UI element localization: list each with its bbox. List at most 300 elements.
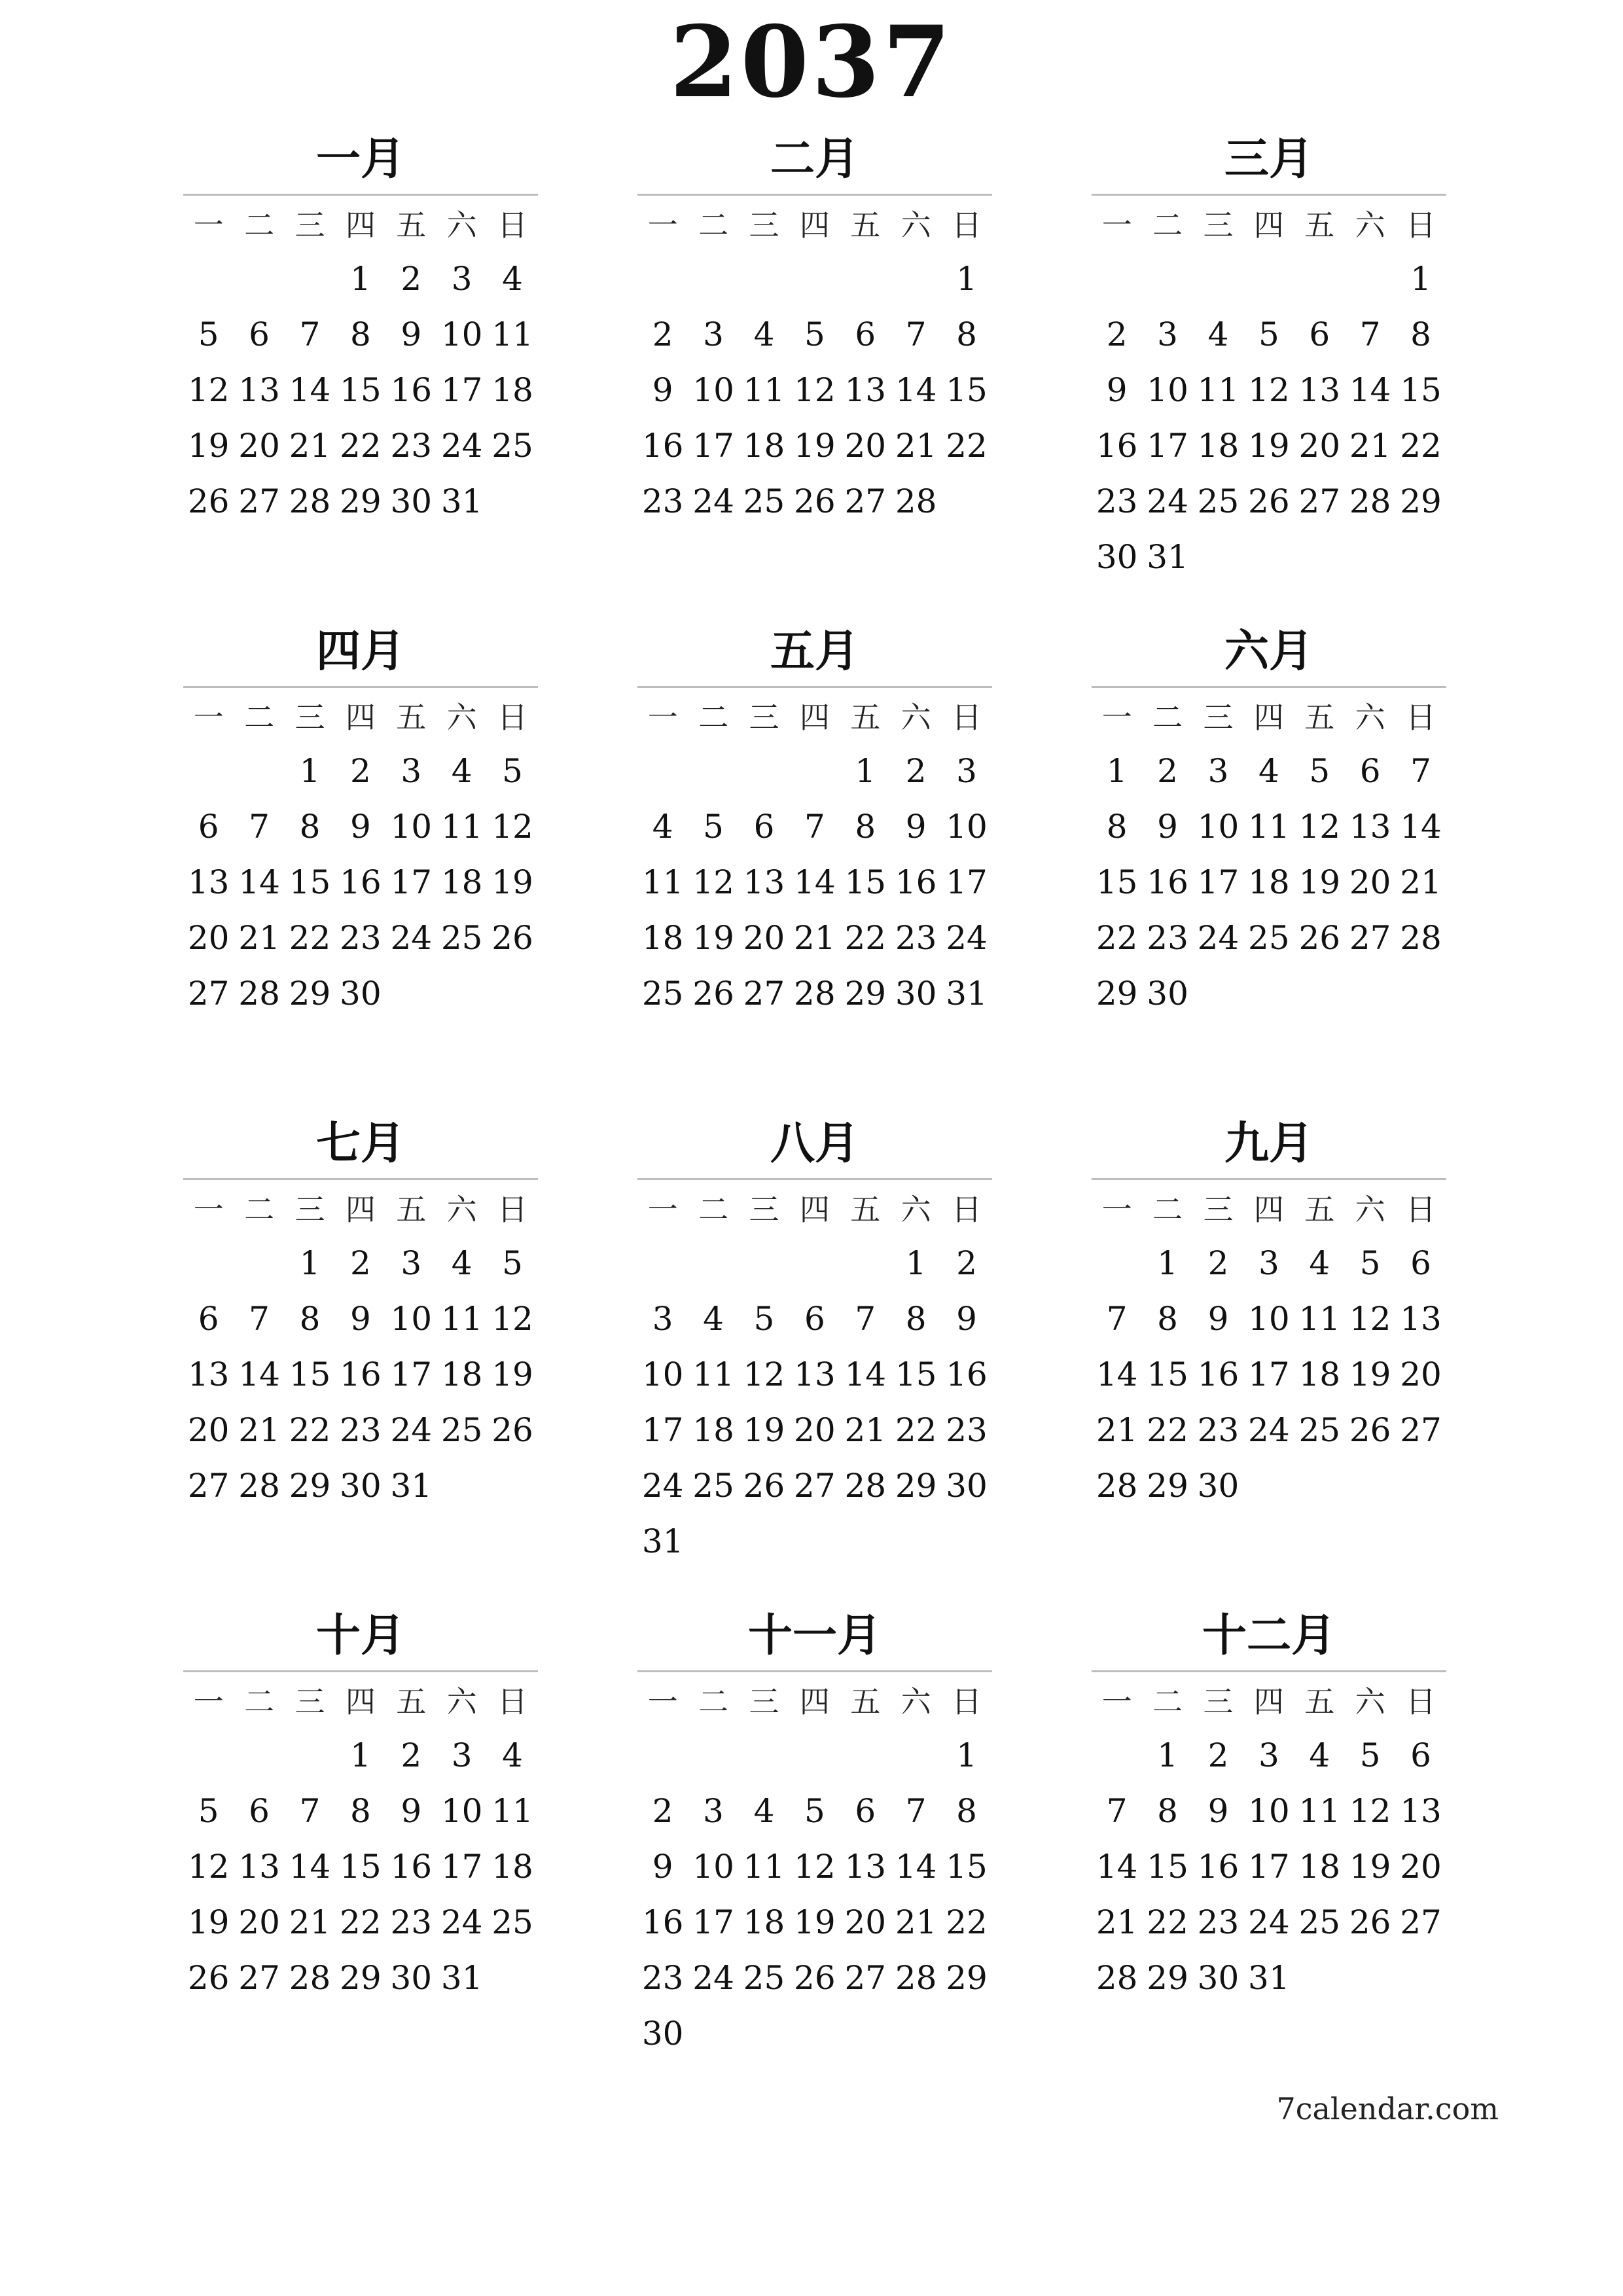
- day-cell: 12: [794, 370, 836, 409]
- month-block: [637, 1110, 992, 1602]
- week-row: [1092, 1291, 1446, 1346]
- weekday-label: 三: [1203, 1192, 1234, 1227]
- day-cell: 25: [440, 1410, 483, 1449]
- weekday-label: 二: [1152, 1684, 1183, 1719]
- day-cell: [1395, 1950, 1446, 2005]
- day-cell: [487, 473, 537, 529]
- day-cell: 17: [1248, 1355, 1290, 1393]
- day-cell: 9: [349, 807, 371, 846]
- day-cell: 4: [753, 315, 775, 353]
- day-cell: 6: [1410, 1244, 1431, 1282]
- day-cell: [437, 1458, 487, 1513]
- week-row: [183, 965, 538, 1021]
- day-cell: 15: [340, 1847, 382, 1886]
- weekday-label: 六: [1355, 1192, 1385, 1227]
- day-cell: [789, 251, 840, 306]
- day-cell: [1142, 251, 1192, 306]
- day-cell: 16: [895, 863, 937, 901]
- day-cell: 5: [753, 1299, 775, 1338]
- day-cell: 8: [956, 1791, 977, 1830]
- day-cell: [183, 1235, 234, 1291]
- week-row: [1092, 1894, 1446, 1950]
- day-cell: 24: [1147, 482, 1188, 520]
- weekday-label: 二: [698, 207, 729, 243]
- month-name: 八月: [770, 1118, 859, 1170]
- weekday-label: 四: [799, 1192, 830, 1227]
- day-cell: 13: [1400, 1791, 1442, 1830]
- day-cell: 12: [1349, 1791, 1391, 1830]
- day-cell: [1345, 1458, 1395, 1513]
- day-cell: 17: [440, 1847, 483, 1886]
- day-cell: [1243, 965, 1294, 1021]
- day-cell: [183, 251, 234, 306]
- weekday-label: 五: [850, 207, 881, 243]
- weekday-label: 六: [446, 207, 477, 243]
- week-row: [183, 418, 538, 473]
- day-cell: 19: [1349, 1847, 1391, 1886]
- day-cell: 16: [1197, 1355, 1240, 1393]
- day-cell: 8: [1157, 1299, 1178, 1338]
- day-cell: [789, 2005, 840, 2061]
- month-block: [1092, 1110, 1446, 1602]
- day-cell: [386, 965, 437, 1021]
- day-cell: 21: [844, 1410, 887, 1449]
- weekday-label: 一: [193, 1684, 224, 1719]
- day-cell: 3: [451, 1736, 473, 1774]
- weekday-label: 一: [1101, 207, 1132, 243]
- day-cell: 10: [692, 1847, 734, 1886]
- day-cell: 25: [1298, 1903, 1341, 1941]
- day-cell: [688, 1513, 738, 1569]
- day-cell: [789, 1727, 840, 1783]
- day-cell: 28: [289, 1958, 331, 1997]
- day-cell: 2: [652, 1791, 673, 1830]
- month-name: 三月: [1224, 134, 1313, 185]
- day-cell: 7: [299, 1791, 321, 1830]
- weekday-label: 一: [647, 700, 678, 735]
- day-cell: 11: [440, 1299, 483, 1338]
- day-cell: 24: [1197, 918, 1240, 957]
- day-cell: 7: [1106, 1299, 1128, 1338]
- day-cell: 20: [238, 1903, 280, 1941]
- day-cell: 9: [1157, 807, 1178, 846]
- weekday-label: 五: [850, 1192, 881, 1227]
- day-cell: 12: [1298, 807, 1341, 846]
- day-cell: 31: [440, 1958, 483, 1997]
- day-cell: 19: [743, 1410, 785, 1449]
- day-cell: 28: [1349, 482, 1391, 520]
- day-cell: 4: [703, 1299, 724, 1338]
- day-cell: 1: [1106, 751, 1128, 790]
- day-cell: 14: [844, 1355, 887, 1393]
- weekday-label: 二: [698, 700, 729, 735]
- day-cell: 10: [390, 807, 433, 846]
- month-block: [183, 618, 538, 1110]
- day-cell: 22: [340, 426, 382, 465]
- month-name: 七月: [315, 1118, 405, 1170]
- day-cell: 2: [349, 751, 371, 790]
- weekday-label: 六: [901, 1684, 931, 1719]
- weekday-label: 六: [1355, 700, 1385, 735]
- week-row: [637, 1291, 992, 1346]
- day-cell: 15: [895, 1355, 937, 1393]
- day-cell: 29: [844, 974, 887, 1013]
- day-cell: 1: [349, 1736, 371, 1774]
- day-cell: 26: [1248, 482, 1290, 520]
- day-cell: 18: [491, 1847, 533, 1886]
- day-cell: 4: [1207, 315, 1229, 353]
- weekday-label: 一: [647, 1192, 678, 1227]
- day-cell: 1: [905, 1244, 927, 1282]
- day-cell: [1345, 529, 1395, 584]
- day-cell: 12: [187, 1847, 230, 1886]
- day-cell: 26: [794, 482, 836, 520]
- day-cell: 11: [743, 370, 785, 409]
- day-cell: 25: [1298, 1410, 1341, 1449]
- day-cell: 10: [440, 315, 483, 353]
- day-cell: 23: [390, 426, 433, 465]
- day-cell: 4: [1309, 1244, 1330, 1282]
- week-row: [1092, 910, 1446, 965]
- month-block: [183, 126, 538, 618]
- day-cell: 24: [692, 1958, 734, 1997]
- week-row: [183, 743, 538, 798]
- day-cell: 29: [1147, 1466, 1188, 1505]
- day-cell: 18: [743, 1903, 785, 1941]
- week-row: [637, 2005, 992, 2061]
- months-grid: [183, 126, 1446, 2094]
- weekday-label: 五: [396, 207, 427, 243]
- weekday-label: 四: [799, 700, 830, 735]
- week-row: [637, 910, 992, 965]
- weekday-label: 五: [850, 700, 881, 735]
- day-cell: 18: [491, 370, 533, 409]
- day-cell: 6: [804, 1299, 825, 1338]
- week-row: [1092, 1839, 1446, 1894]
- day-cell: 11: [641, 863, 684, 901]
- day-cell: 4: [652, 807, 673, 846]
- weekday-label: 四: [345, 700, 376, 735]
- day-cell: 18: [1248, 863, 1290, 901]
- week-row: [637, 1235, 992, 1291]
- day-cell: 13: [794, 1355, 836, 1393]
- weekday-label: 四: [345, 1192, 376, 1227]
- week-row: [637, 1346, 992, 1402]
- weekday-label: 三: [749, 1684, 779, 1719]
- day-cell: 27: [794, 1466, 836, 1505]
- day-cell: [1294, 1458, 1345, 1513]
- week-row: [183, 306, 538, 362]
- day-cell: 23: [641, 482, 684, 520]
- day-cell: 20: [1349, 863, 1391, 901]
- day-cell: 3: [652, 1299, 673, 1338]
- day-cell: 22: [895, 1410, 937, 1449]
- day-cell: 12: [491, 807, 533, 846]
- day-cell: 19: [794, 1903, 836, 1941]
- week-row: [183, 1894, 538, 1950]
- day-cell: [688, 251, 738, 306]
- day-cell: 6: [249, 1791, 270, 1830]
- month-name: 五月: [770, 626, 859, 677]
- day-cell: 30: [641, 2014, 684, 2053]
- weekday-label: 四: [1253, 1192, 1284, 1227]
- day-cell: 24: [390, 918, 433, 957]
- day-cell: 17: [390, 863, 433, 901]
- day-cell: 13: [238, 1847, 280, 1886]
- day-cell: 24: [1248, 1903, 1290, 1941]
- day-cell: 8: [349, 1791, 371, 1830]
- day-cell: 25: [1248, 918, 1290, 957]
- day-cell: 4: [451, 751, 473, 790]
- week-row: [637, 854, 992, 910]
- day-cell: 7: [855, 1299, 876, 1338]
- day-cell: 15: [946, 1847, 988, 1886]
- day-cell: 9: [401, 1791, 422, 1830]
- day-cell: 5: [502, 1244, 523, 1282]
- day-cell: 21: [794, 918, 836, 957]
- day-cell: 17: [946, 863, 988, 901]
- weekday-label: 四: [1253, 207, 1284, 243]
- day-cell: 10: [1197, 807, 1240, 846]
- week-row: [637, 1839, 992, 1894]
- day-cell: [840, 1235, 891, 1291]
- day-cell: 20: [844, 426, 887, 465]
- day-cell: 14: [1349, 370, 1391, 409]
- day-cell: 23: [946, 1410, 988, 1449]
- day-cell: 30: [1197, 1958, 1240, 1997]
- day-cell: 8: [299, 1299, 321, 1338]
- day-cell: 22: [289, 1410, 331, 1449]
- day-cell: 14: [238, 863, 280, 901]
- day-cell: 4: [502, 259, 523, 298]
- day-cell: 6: [1359, 751, 1381, 790]
- weekday-header: [183, 688, 538, 743]
- day-cell: [840, 2005, 891, 2061]
- day-cell: 6: [198, 807, 219, 846]
- week-row: [637, 965, 992, 1021]
- day-cell: 28: [1096, 1466, 1138, 1505]
- week-row: [1092, 251, 1446, 306]
- day-cell: 24: [1248, 1410, 1290, 1449]
- day-cell: 22: [946, 1903, 988, 1941]
- week-row: [183, 1839, 538, 1894]
- day-cell: 4: [753, 1791, 775, 1830]
- day-cell: [234, 743, 284, 798]
- day-cell: 2: [1157, 751, 1178, 790]
- day-cell: 25: [743, 1958, 785, 1997]
- day-cell: 1: [1157, 1244, 1178, 1282]
- day-cell: [840, 251, 891, 306]
- day-cell: 12: [491, 1299, 533, 1338]
- day-cell: 25: [692, 1466, 734, 1505]
- weekday-label: 二: [698, 1192, 729, 1227]
- day-cell: 3: [401, 751, 422, 790]
- day-cell: 27: [1298, 482, 1341, 520]
- day-cell: [739, 2005, 789, 2061]
- weekday-label: 二: [1152, 207, 1183, 243]
- day-cell: 1: [1410, 259, 1431, 298]
- day-cell: 20: [238, 426, 280, 465]
- day-cell: 30: [946, 1466, 988, 1505]
- day-cell: [437, 965, 487, 1021]
- day-cell: 23: [1197, 1903, 1240, 1941]
- day-cell: 12: [1248, 370, 1290, 409]
- day-cell: 2: [1207, 1736, 1229, 1774]
- weekday-label: 五: [850, 1684, 881, 1719]
- week-row: [183, 798, 538, 854]
- weekday-label: 二: [1152, 1192, 1183, 1227]
- week-row: [637, 1950, 992, 2005]
- day-cell: 21: [895, 426, 937, 465]
- day-cell: 3: [1258, 1736, 1279, 1774]
- weekday-label: 二: [1152, 700, 1183, 735]
- week-row: [1092, 362, 1446, 418]
- weekday-header: [637, 196, 992, 251]
- month-name: 一月: [315, 134, 405, 185]
- day-cell: 20: [187, 1410, 230, 1449]
- day-cell: 14: [289, 1847, 331, 1886]
- day-cell: 17: [1197, 863, 1240, 901]
- day-cell: 27: [1400, 1903, 1442, 1941]
- weekday-label: 一: [1101, 1192, 1132, 1227]
- day-cell: [1294, 965, 1345, 1021]
- day-cell: [789, 1235, 840, 1291]
- weekday-label: 四: [1253, 700, 1284, 735]
- month-name: 四月: [315, 626, 405, 677]
- day-cell: 10: [1147, 370, 1188, 409]
- weekday-label: 五: [1304, 1192, 1335, 1227]
- day-cell: 9: [652, 1847, 673, 1886]
- day-cell: [285, 251, 335, 306]
- day-cell: 1: [956, 259, 977, 298]
- day-cell: [688, 1235, 738, 1291]
- day-cell: 17: [692, 1903, 734, 1941]
- day-cell: [688, 1727, 738, 1783]
- weekday-label: 一: [1101, 700, 1132, 735]
- day-cell: 24: [692, 482, 734, 520]
- day-cell: 18: [440, 1355, 483, 1393]
- week-row: [637, 251, 992, 306]
- day-cell: 23: [895, 918, 937, 957]
- week-row: [1092, 965, 1446, 1021]
- day-cell: 11: [692, 1355, 734, 1393]
- day-cell: 29: [1147, 1958, 1188, 1997]
- day-cell: 7: [1410, 751, 1431, 790]
- day-cell: 27: [1400, 1410, 1442, 1449]
- day-cell: 6: [855, 315, 876, 353]
- day-cell: 26: [743, 1466, 785, 1505]
- day-cell: 17: [1248, 1847, 1290, 1886]
- day-cell: 19: [692, 918, 734, 957]
- day-cell: 28: [1096, 1958, 1138, 1997]
- day-cell: [1294, 529, 1345, 584]
- day-cell: 5: [198, 315, 219, 353]
- day-cell: 21: [289, 426, 331, 465]
- day-cell: 24: [440, 1903, 483, 1941]
- weekday-header: [1092, 1180, 1446, 1235]
- day-cell: 21: [1096, 1410, 1138, 1449]
- day-cell: [1193, 251, 1243, 306]
- weekday-label: 日: [1406, 1192, 1436, 1227]
- day-cell: 18: [641, 918, 684, 957]
- week-row: [637, 362, 992, 418]
- day-cell: 17: [641, 1410, 684, 1449]
- day-cell: 11: [743, 1847, 785, 1886]
- day-cell: 8: [1157, 1791, 1178, 1830]
- weekday-header: [637, 1180, 992, 1235]
- day-cell: [1193, 965, 1243, 1021]
- weekday-label: 三: [294, 1684, 325, 1719]
- day-cell: [891, 2005, 941, 2061]
- weekday-label: 四: [1253, 1684, 1284, 1719]
- day-cell: 19: [1298, 863, 1341, 901]
- day-cell: 13: [187, 1355, 230, 1393]
- weekday-label: 日: [1406, 700, 1436, 735]
- day-cell: 31: [1147, 537, 1188, 576]
- week-row: [1092, 1458, 1446, 1513]
- day-cell: 8: [956, 315, 977, 353]
- week-row: [1092, 1727, 1446, 1783]
- weekday-label: 一: [1101, 1684, 1132, 1719]
- day-cell: [739, 251, 789, 306]
- day-cell: 13: [1349, 807, 1391, 846]
- day-cell: [941, 1513, 991, 1569]
- day-cell: 20: [1298, 426, 1341, 465]
- month-block: [637, 618, 992, 1110]
- day-cell: [1395, 529, 1446, 584]
- day-cell: 8: [855, 807, 876, 846]
- day-cell: 28: [794, 974, 836, 1013]
- day-cell: 13: [1298, 370, 1341, 409]
- day-cell: 18: [743, 426, 785, 465]
- day-cell: 17: [692, 426, 734, 465]
- day-cell: 30: [1096, 537, 1138, 576]
- day-cell: 5: [1359, 1736, 1381, 1774]
- day-cell: [1345, 965, 1395, 1021]
- day-cell: 2: [401, 259, 422, 298]
- weekday-label: 一: [647, 1684, 678, 1719]
- day-cell: 8: [1106, 807, 1128, 846]
- day-cell: [1092, 1235, 1142, 1291]
- day-cell: 24: [390, 1410, 433, 1449]
- week-row: [1092, 529, 1446, 584]
- day-cell: 25: [491, 426, 533, 465]
- day-cell: 10: [1248, 1299, 1290, 1338]
- day-cell: 6: [249, 315, 270, 353]
- week-row: [183, 251, 538, 306]
- day-cell: 10: [440, 1791, 483, 1830]
- day-cell: 26: [1349, 1903, 1391, 1941]
- day-cell: 5: [703, 807, 724, 846]
- day-cell: 27: [1349, 918, 1391, 957]
- day-cell: 24: [641, 1466, 684, 1505]
- day-cell: 31: [440, 482, 483, 520]
- day-cell: 31: [1248, 1958, 1290, 1997]
- day-cell: 16: [340, 863, 382, 901]
- day-cell: 5: [198, 1791, 219, 1830]
- day-cell: 30: [895, 974, 937, 1013]
- day-cell: 29: [340, 1958, 382, 1997]
- week-row: [637, 1894, 992, 1950]
- weekday-header: [637, 688, 992, 743]
- day-cell: 29: [1096, 974, 1138, 1013]
- day-cell: 25: [491, 1903, 533, 1941]
- day-cell: 5: [804, 315, 825, 353]
- week-row: [183, 1950, 538, 2005]
- day-cell: 27: [743, 974, 785, 1013]
- day-cell: 26: [794, 1958, 836, 1997]
- day-cell: 15: [1147, 1847, 1188, 1886]
